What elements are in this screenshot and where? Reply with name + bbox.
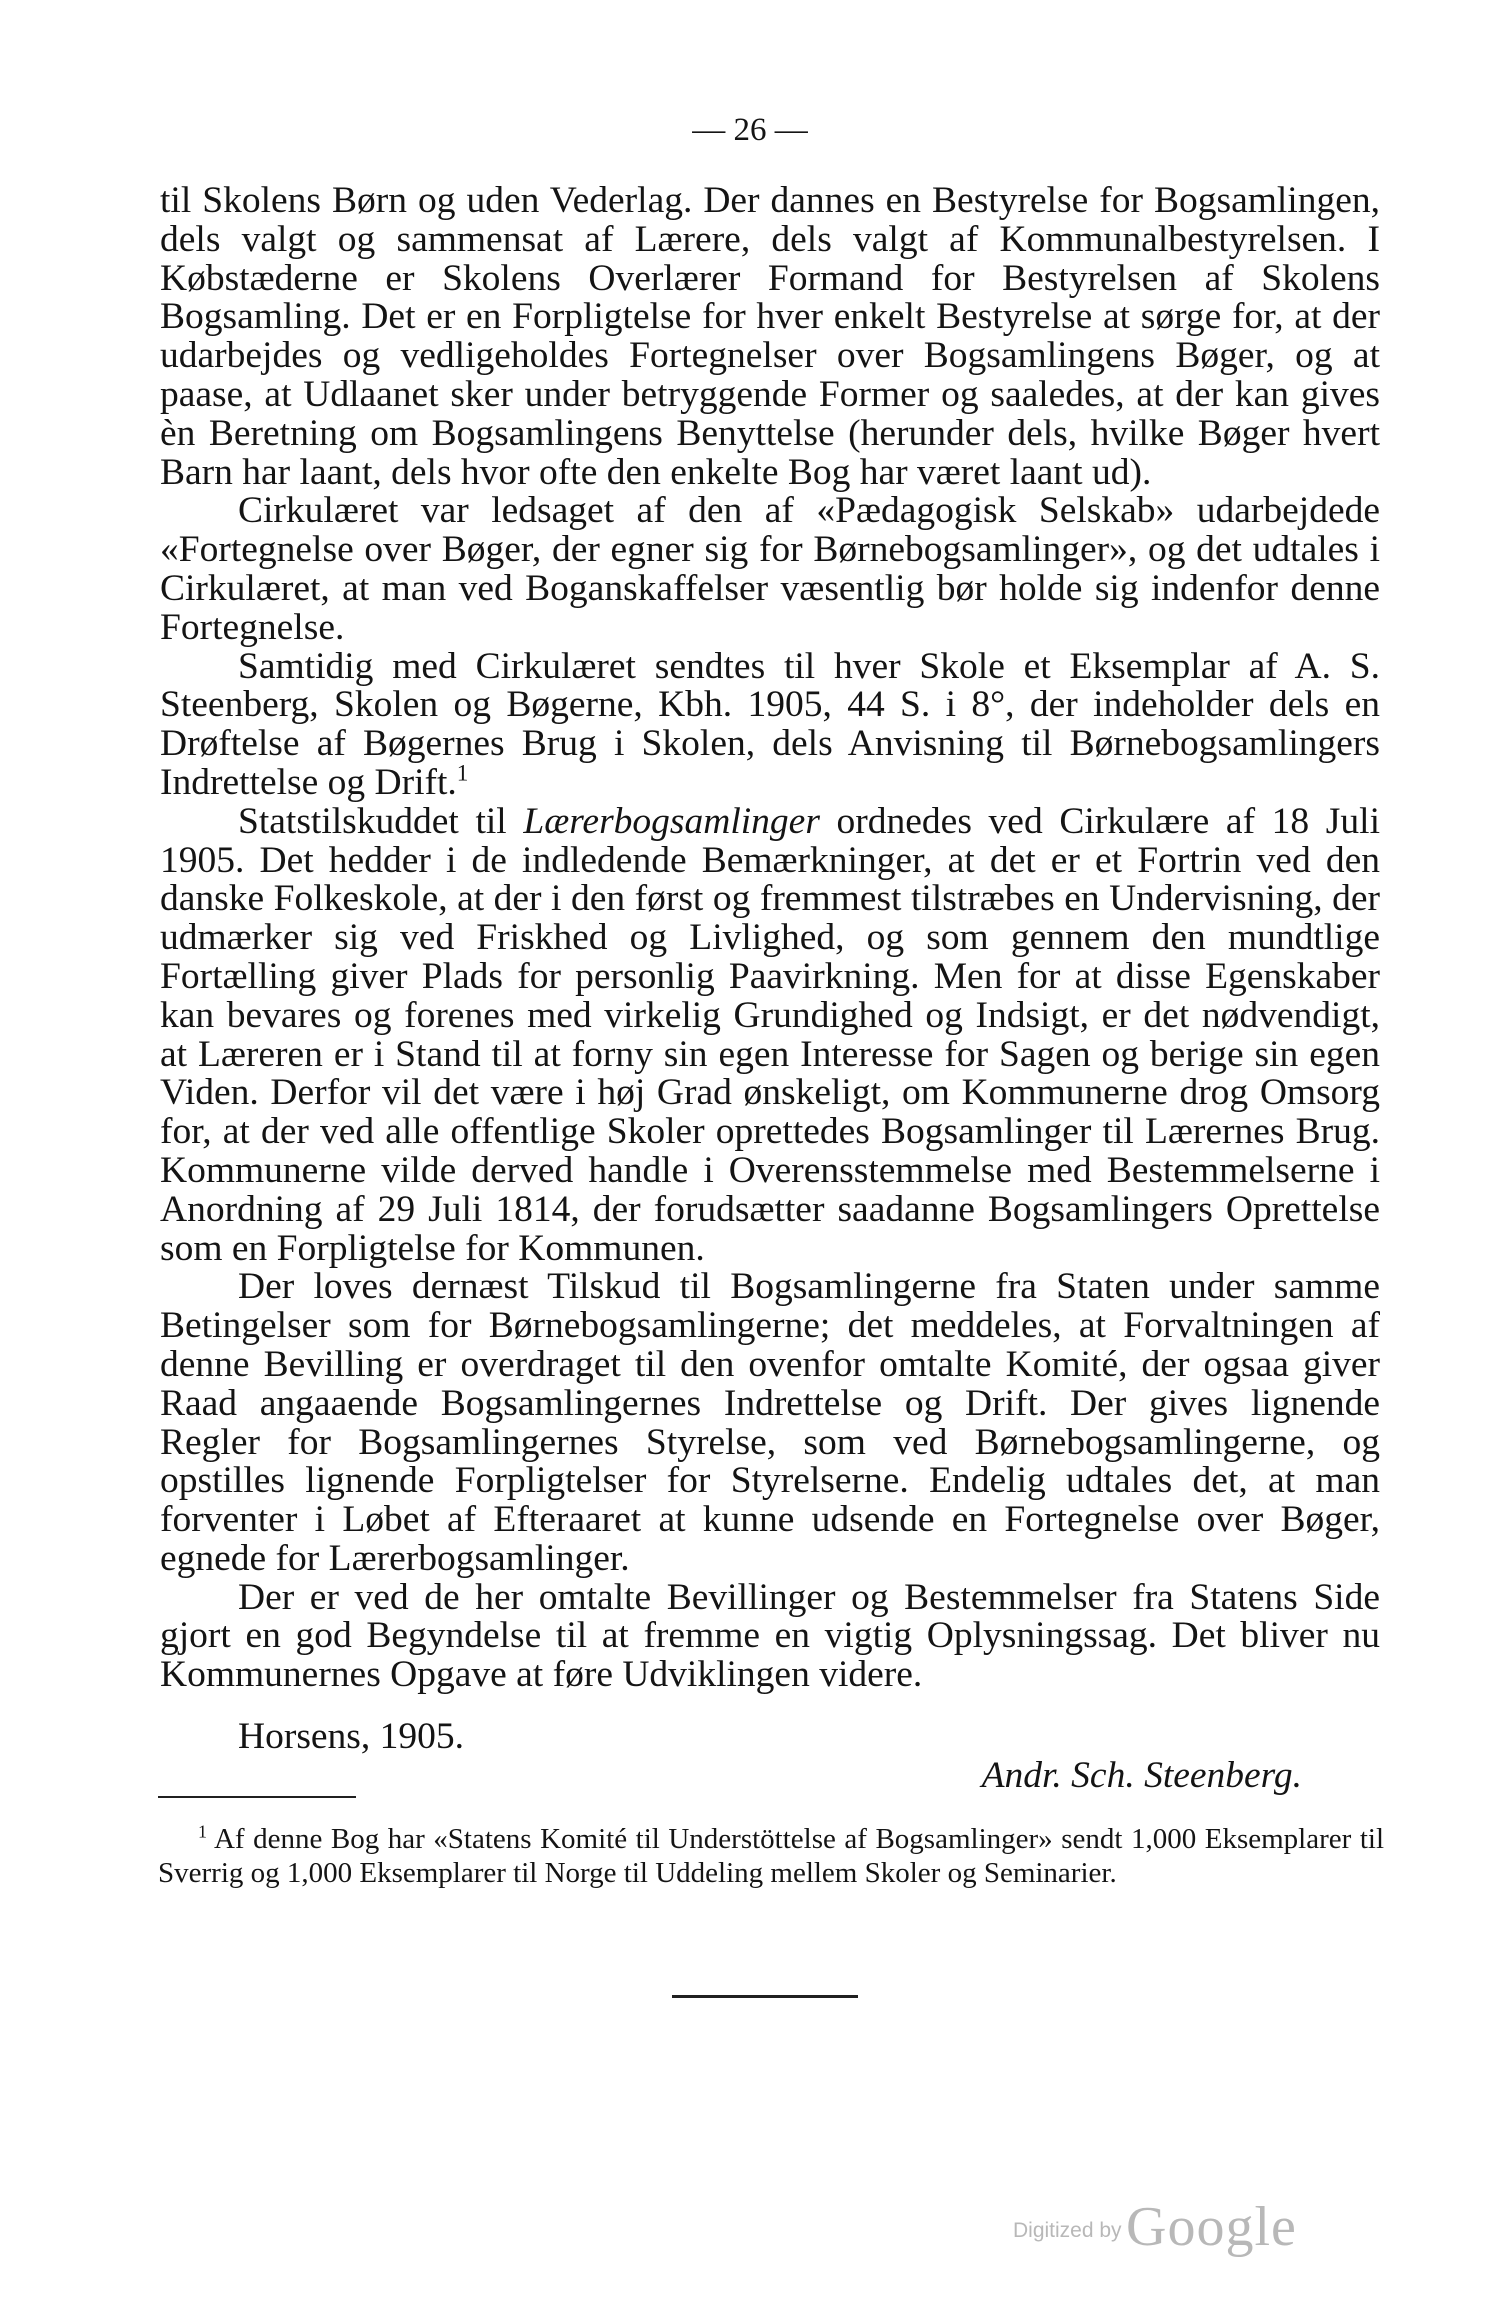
paragraph	[160, 800, 1380, 1269]
end-divider	[672, 1995, 858, 1998]
watermark-prefix: Digitized by	[1013, 2219, 1122, 2242]
footnote-reference: 1	[456, 760, 469, 787]
paragraph	[160, 1576, 1380, 1696]
paragraph	[160, 492, 1380, 647]
footnote-divider	[158, 1796, 356, 1798]
paragraph-text: Statstilskuddet til	[238, 800, 524, 842]
paragraph-text: ordnedes ved Cirkulære af 18 Juli 1905. Det hedder i de indledende Bemærkninger, at det er et Fortrin ved den danske Folkeskole, at der i den først og fremmest tilstræbes en Undervisning, der udmærker sig ved Friskhed og Livlighed, og som gennem den mundtlige Fortælling giver Plads for personlig Paavirkning. Men for at disse Egenskaber kan bevares og forenes med virkelig Grundighed og Indsigt, er det nødvendigt, at Læreren er i Stand til at forny sin egen Interesse for Sagen og berige sin egen Viden. Derfor vil det være i høj Grad ønskeligt, om Kommunerne drog Omsorg for, at der ved alle offentlige Skoler oprettedes Bogsamlinger til Lærernes Brug. Kommunerne vilde derved handle i Overensstemmelse med Bestemmelserne i Anordning af 29 Juli 1814, der forudsætter saadanne Bogsamlingers Oprettelse som en Forpligtelse for Kommunen.	[160, 800, 1380, 1269]
footnote	[158, 1822, 1384, 1890]
paragraph-text: Cirkulæret var ledsaget af den af «Pædagogisk Selskab» udarbejdede «Fortegnelse over Bøger, der egner sig for Børnebogsamlinger», og det udtales i Cirkulæret, at man ved Boganskaffelser væsentlig bør holde sig indenfor denne Fortegnelse.	[160, 490, 1380, 648]
paragraph-text: Der er ved de her omtalte Bevillinger og Bestemmelser fra Statens Side gjort en god Begyndelse til at fremme en vigtig Oplysningssag. Det bliver nu Kommunernes Opgave at føre Udviklingen videre.	[160, 1576, 1380, 1696]
paragraph	[160, 645, 1380, 803]
place-date: Horsens, 1905.	[238, 1716, 465, 1757]
watermark-brand: Google	[1126, 2196, 1297, 2258]
paragraph-text: Samtidig med Cirkulæret sendtes til hver Skole et Eksemplar af A. S. Steenberg, Skolen og Bøgerne, Kbh. 1905, 44 S. i 8°, der indeholder dels en Drøftelse af Bøgernes Brug i Skolen, dels Anvisning til Børnebogsamlingers Indrettelse og Drift.	[160, 645, 1380, 803]
digitized-watermark	[1013, 2195, 1297, 2259]
body-text	[160, 182, 1380, 1695]
footnote-marker: 1	[198, 1821, 207, 1842]
paragraph-text: til Skolens Børn og uden Vederlag. Der dannes en Bestyrelse for Bogsamlingen, dels valgt og sammensat af Lærere, dels valgt af Kommunalbestyrelsen. I Købstæderne er Skolens Overlærer Formand for Bestyrelsen af Skolens Bogsamling. Det er en Forpligtelse for hver enkelt Bestyrelse at sørge for, at der udarbejdes og vedligeholdes Fortegnelser over Bogsamlingens Bøger, og at paase, at Udlaanet sker under betryggende Former og saaledes, at der kan gives èn Beretning om Bogsamlingens Benyttelse (herunder dels, hvilke Bøger hvert Barn har laant, dels hvor ofte den enkelte Bog har været laant ud).	[160, 180, 1380, 493]
paragraph-text: Der loves dernæst Tilskud til Bogsamlingerne fra Staten under samme Betingelser som for Børnebogsamlingerne; det meddeles, at Forvaltningen af denne Bevilling er overdraget til den ovenfor omtalte Komité, der ogsaa giver Raad angaaende Bogsamlingernes Indrettelse og Drift. Der gives lignende Regler for Bogsamlingernes Styrelse, som ved Børnebogsamlingerne, og opstilles lignende Forpligtelser for Styrelserne. Endelig udtales det, at man forventer i Løbet af Efteraaret at kunne udsende en Fortegnelse over Bøger, egnede for Lærerbogsamlinger.	[160, 1266, 1380, 1579]
footnote-text: Af denne Bog har «Statens Komité til Understöttelse af Bogsamlinger» sendt 1,000 Eksemplarer til Sverrig og 1,000 Eksemplarer til Norge til Uddeling mellem Skoler og Seminarier.	[158, 1823, 1384, 1889]
signature: Andr. Sch. Steenberg.	[981, 1755, 1302, 1796]
paragraph	[160, 1268, 1380, 1578]
page-number: — 26 —	[692, 112, 808, 148]
paragraph	[160, 182, 1380, 492]
italic-term: Lærerbogsamlinger	[523, 800, 820, 842]
